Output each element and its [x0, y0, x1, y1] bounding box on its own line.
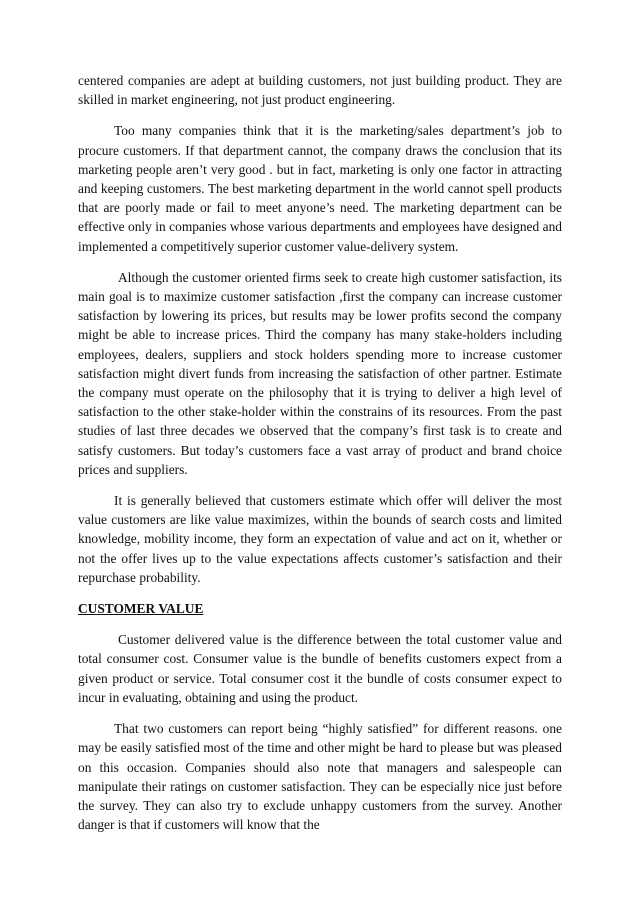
- paragraph-marketing-department: Too many companies think that it is the marketing/sales department’s job to procure customers. If that department cannot, the company draws the conclusion that its marketing people aren’t very good . but in fact, marketing is only one factor in attracting and keeping customers. The best marketing department in the world cannot spell products that are poorly made or fail to meet anyone’s need. The marketing department can be effective only in companies whose various departments and employees have designed and implemented a competitively superior customer value-delivery system.: [78, 123, 562, 254]
- paragraph-customer-oriented-firms: Although the customer oriented firms seek to create high customer satisfaction, its main goal is to maximize customer satisfaction ,first the company can increase customer satisfaction by lowering its prices, but results may be lower profits second the company might be able to increase prices. Third the company has many stake-holders including employees, dealers, suppliers and stock holders spending more to increase customer satisfaction might divert funds from increasing the satisfaction of other partner. Estimate the company must operate on the philosophy that it is trying to deliver a high level of satisfaction to the other stake-holder within the constrains of its resources. From the past studies of last three decades we observed that the company’s first task is to create and satisfy customers. But today’s customers face a vast array of product and brand choice prices and suppliers.: [78, 269, 562, 477]
- document-page: [78, 71, 562, 846]
- paragraph-value-expectation: It is generally believed that customers estimate which offer will deliver the most value customers are like value maximizes, within the bounds of search costs and limited knowledge, mobility income, they form an expectation of value and act on it, whether or not the offer lives up to the value expectations affects customer’s satisfaction and their repurchase probability.: [78, 493, 562, 585]
- paragraph-highly-satisfied: That two customers can report being “highly satisfied” for different reasons. one may be easily satisfied most of the time and other might be hard to please but was pleased on this occasion. Companies should also note that managers and salespeople can manipulate their ratings on customer satisfaction. They can be especially nice just before the survey. They can also try to exclude unhappy customers from the survey. Another danger is that if customers will know that the: [78, 721, 562, 833]
- section-heading-customer-value: CUSTOMER VALUE: [78, 601, 204, 617]
- paragraph-continuation: centered companies are adept at building customers, not just building product. They are skilled in market engineering, not just product engineering.: [78, 73, 562, 108]
- paragraph-customer-delivered-value: Customer delivered value is the difference between the total customer value and total consumer cost. Consumer value is the bundle of benefits customers expect from a given product or service. Total consumer cost it the bundle of costs consumer expect to incur in evaluating, obtaining and using the product.: [78, 632, 562, 705]
